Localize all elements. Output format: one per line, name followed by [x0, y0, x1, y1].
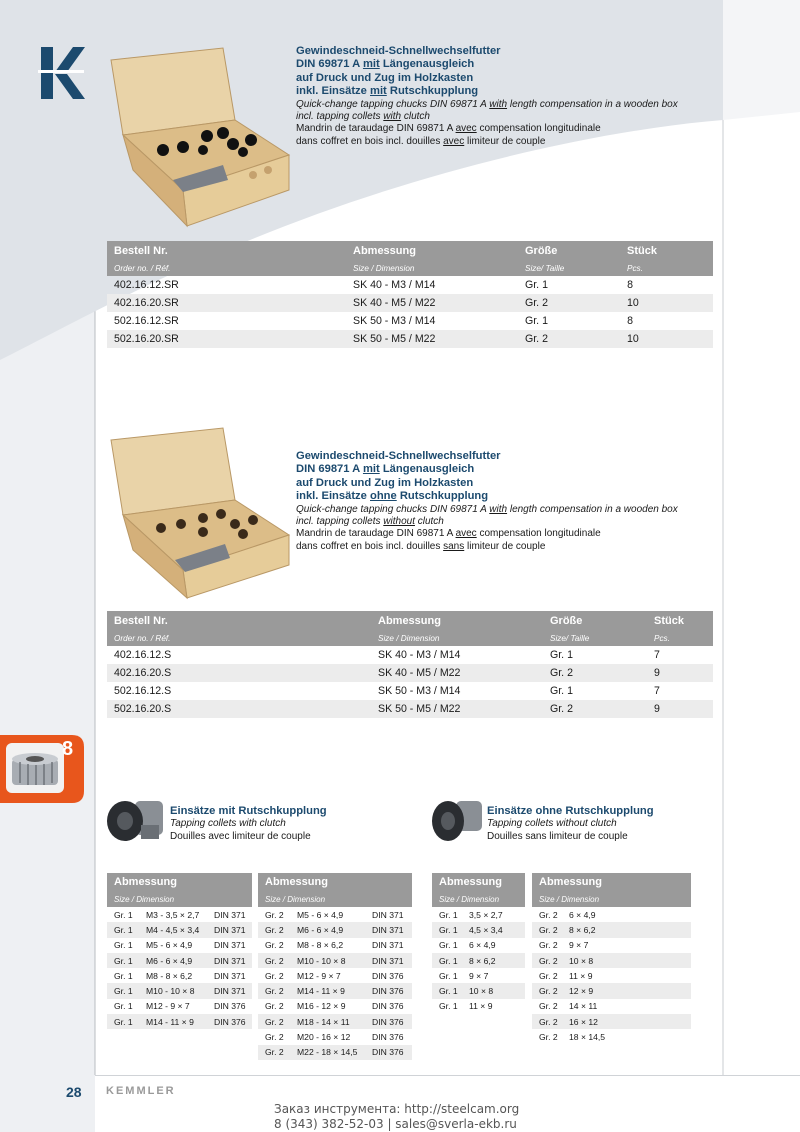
col-header: Abmessung — [258, 873, 412, 891]
col-header: Stück — [620, 241, 713, 260]
dimension: 8 × 6,2 — [462, 953, 525, 968]
table-row — [258, 1045, 412, 1060]
table-row — [107, 968, 252, 983]
col-header: Abmessung — [532, 873, 691, 891]
contact-line-2: 8 (343) 382-52-03 | sales@sverla-ekb.ru — [274, 1117, 517, 1131]
table-row — [258, 922, 412, 937]
table-row — [107, 1014, 252, 1029]
size-group: Gr. 2 — [265, 1001, 284, 1012]
dimension: M12 - 9 × 7 — [146, 1001, 190, 1012]
size-group: Gr. 1 — [432, 922, 462, 937]
table-row — [258, 907, 412, 922]
dimension: SK 40 - M5 / M22 — [346, 294, 518, 312]
dimension: M4 - 4,5 × 3,4 — [139, 922, 207, 937]
size-group: Gr. 1 — [114, 970, 133, 981]
standard: DIN 376 — [207, 1014, 252, 1029]
size-group: Gr. 2 — [539, 909, 558, 920]
collets-without-clutch-heading: Einsätze ohne Rutschkupplung Tapping collets without clutch Douilles sans limiteur de couple — [487, 805, 654, 842]
standard: DIN 376 — [365, 1014, 412, 1029]
collets-with-clutch-size1-table — [107, 873, 252, 1029]
size: Gr. 2 — [543, 700, 647, 718]
dimension: M8 - 8 × 6,2 — [146, 970, 193, 981]
english-description: Quick-change tapping chucks DIN 69871 A with length compensation in a wooden box incl. tapping collets with clutch — [296, 98, 678, 123]
standard: DIN 376 — [214, 1001, 246, 1012]
size-group: Gr. 1 — [107, 953, 139, 968]
size-group: Gr. 1 — [114, 940, 133, 951]
dimension: 12 × 9 — [562, 983, 691, 998]
table-row — [532, 938, 691, 953]
size-group: Gr. 2 — [532, 1014, 562, 1029]
size-group: Gr. 1 — [439, 1001, 458, 1012]
dimension: 16 × 12 — [562, 1014, 691, 1029]
dimension: M14 - 11 × 9 — [139, 1014, 207, 1029]
dimension: 11 × 9 — [569, 970, 593, 981]
footer-brand: KEMMLER — [106, 1085, 176, 1097]
order-table-with-clutch — [107, 241, 713, 348]
table-row — [107, 312, 713, 330]
product-title: Gewindeschneid-Schnellwechselfutter DIN 69871 A mit Längenausgleich auf Druck und Zug im Holzkasten inkl. Einsätze ohne Rutschkupplung — [296, 450, 501, 503]
table-row — [107, 700, 713, 718]
dimension: 6 × 4,9 — [569, 909, 596, 920]
table-row — [532, 922, 691, 937]
size-group: Gr. 2 — [265, 970, 284, 981]
dimension: M3 - 3,5 × 2,7 — [146, 909, 200, 920]
table-row — [532, 953, 691, 968]
dimension: 10 × 8 — [462, 983, 525, 998]
col-header: Größe — [543, 611, 647, 630]
dimension: M14 - 11 × 9 — [290, 983, 365, 998]
size-group: Gr. 1 — [432, 953, 462, 968]
table-row — [107, 682, 713, 700]
size-group: Gr. 2 — [265, 909, 284, 920]
size: Gr. 1 — [525, 279, 548, 291]
collets-with-clutch-heading: Einsätze mit Rutschkupplung Tapping collets with clutch Douilles avec limiteur de couple — [170, 805, 327, 842]
standard: DIN 376 — [365, 1045, 412, 1060]
size-group: Gr. 2 — [265, 1032, 284, 1043]
product-description-without-clutch — [296, 450, 716, 553]
size: Gr. 1 — [550, 685, 573, 697]
col-subheader: Size/ Taille — [543, 630, 647, 646]
pieces: 9 — [647, 664, 713, 682]
dimension: 8 × 6,2 — [562, 922, 691, 937]
dimension: 14 × 11 — [569, 1001, 598, 1012]
size-group: Gr. 2 — [539, 940, 558, 951]
size-group: Gr. 1 — [439, 970, 458, 981]
size-group: Gr. 1 — [439, 909, 458, 920]
standard: DIN 371 — [214, 909, 246, 920]
table-row — [258, 1014, 412, 1029]
size-group: Gr. 1 — [107, 1014, 139, 1029]
size-group: Gr. 2 — [532, 983, 562, 998]
size-group: Gr. 2 — [258, 922, 290, 937]
size: Gr. 1 — [550, 649, 573, 661]
dimension: 6 × 4,9 — [469, 940, 496, 951]
table-row — [107, 330, 713, 348]
collets-without-clutch-size1-table — [432, 873, 525, 1014]
table-row — [532, 907, 691, 922]
table-row — [532, 1029, 691, 1044]
standard: DIN 371 — [207, 953, 252, 968]
dimension: 10 × 8 — [562, 953, 691, 968]
dimension: M5 - 6 × 4,9 — [146, 940, 193, 951]
table-row — [107, 983, 252, 998]
size-group: Gr. 2 — [532, 953, 562, 968]
col-header: Bestell Nr. — [107, 241, 346, 260]
size-group: Gr. 2 — [258, 1014, 290, 1029]
size-group: Gr. 1 — [107, 922, 139, 937]
table-row — [432, 983, 525, 998]
pieces: 8 — [627, 279, 633, 291]
size-group: Gr. 2 — [258, 1045, 290, 1060]
wooden-box-without-clutch-image — [103, 420, 293, 600]
size-group: Gr. 2 — [539, 1001, 558, 1012]
pieces: 8 — [627, 315, 633, 327]
tapping-collet-without-clutch-image — [430, 795, 485, 847]
dimension: 9 × 7 — [569, 940, 589, 951]
page-number: 28 — [66, 1084, 82, 1100]
table-row — [107, 922, 252, 937]
french-description: Mandrin de taraudage DIN 69871 A avec compensation longitudinale dans coffret en bois incl. douilles avec limiteur de couple — [296, 123, 601, 147]
dimension: M18 - 14 × 11 — [290, 1014, 365, 1029]
table-row — [107, 907, 252, 922]
standard: DIN 371 — [365, 922, 412, 937]
collets-without-clutch-size2-table — [532, 873, 691, 1045]
table-row — [258, 968, 412, 983]
table-row — [532, 1014, 691, 1029]
dimension: 11 × 9 — [469, 1001, 493, 1012]
size-group: Gr. 2 — [539, 1032, 558, 1043]
col-subheader: Size / Dimension — [107, 891, 252, 907]
standard: DIN 376 — [372, 1001, 404, 1012]
dimension: SK 50 - M3 / M14 — [353, 315, 436, 327]
dimension: M5 - 6 × 4,9 — [297, 909, 344, 920]
dimension: M6 - 6 × 4,9 — [139, 953, 207, 968]
col-subheader: Pcs. — [647, 630, 713, 646]
col-header: Stück — [647, 611, 713, 630]
pieces: 10 — [620, 330, 713, 348]
standard: DIN 371 — [207, 983, 252, 998]
dimension: M20 - 16 × 12 — [297, 1032, 351, 1043]
table-row — [432, 953, 525, 968]
table-row — [532, 983, 691, 998]
table-row — [258, 983, 412, 998]
table-row — [432, 938, 525, 953]
size-group: Gr. 1 — [114, 1001, 133, 1012]
order-number: 402.16.20.S — [107, 664, 371, 682]
product-title: Gewindeschneid-Schnellwechselfutter DIN 69871 A mit Längenausgleich auf Druck und Zug im Holzkasten inkl. Einsätze mit Rutschkupplung — [296, 45, 501, 98]
collets-with-clutch-size2-table — [258, 873, 412, 1060]
col-subheader: Size / Dimension — [532, 891, 691, 907]
footer-divider — [95, 1075, 800, 1076]
col-subheader: Size / Dimension — [432, 891, 525, 907]
standard: DIN 371 — [372, 909, 404, 920]
col-header: Bestell Nr. — [107, 611, 371, 630]
tapping-collet-with-clutch-image — [105, 795, 165, 847]
standard: DIN 371 — [372, 940, 404, 951]
col-subheader: Size / Dimension — [346, 260, 518, 276]
size-group: Gr. 2 — [258, 953, 290, 968]
table-row — [432, 999, 525, 1014]
dimension: M8 - 8 × 6,2 — [297, 940, 344, 951]
table-row — [107, 294, 713, 312]
dimension: M10 - 10 × 8 — [139, 983, 207, 998]
table-row — [107, 646, 713, 664]
table-row — [532, 968, 691, 983]
wooden-box-with-clutch-image — [103, 40, 293, 230]
size-group: Gr. 1 — [107, 983, 139, 998]
size-group: Gr. 2 — [532, 922, 562, 937]
dimension: M16 - 12 × 9 — [297, 1001, 346, 1012]
dimension: M6 - 6 × 4,9 — [290, 922, 365, 937]
standard: DIN 376 — [365, 983, 412, 998]
size-group: Gr. 1 — [439, 940, 458, 951]
product-description-with-clutch — [296, 45, 716, 148]
table-row — [432, 968, 525, 983]
order-number: 502.16.12.SR — [114, 315, 179, 327]
table-row — [432, 907, 525, 922]
size-group: Gr. 2 — [258, 983, 290, 998]
col-subheader: Size/ Taille — [518, 260, 620, 276]
dimension: 18 × 14,5 — [569, 1032, 606, 1043]
col-subheader: Pcs. — [620, 260, 713, 276]
col-header: Größe — [518, 241, 620, 260]
size-group: Gr. 1 — [432, 983, 462, 998]
order-number: 402.16.12.S — [114, 649, 172, 661]
order-table-without-clutch — [107, 611, 713, 718]
table-row — [107, 664, 713, 682]
col-subheader: Order no. / Réf. — [107, 630, 371, 646]
table-row — [258, 953, 412, 968]
pieces: 9 — [647, 700, 713, 718]
size-group: Gr. 2 — [265, 940, 284, 951]
standard: DIN 371 — [214, 970, 246, 981]
dimension: 3,5 × 2,7 — [469, 909, 503, 920]
order-number: 502.16.20.SR — [107, 330, 346, 348]
dimension: SK 50 - M3 / M14 — [378, 685, 461, 697]
dimension: 4,5 × 3,4 — [462, 922, 525, 937]
english-description: Quick-change tapping chucks DIN 69871 A with length compensation in a wooden box incl. tapping collets without clutch — [296, 503, 678, 528]
dimension: M22 - 18 × 14,5 — [290, 1045, 365, 1060]
standard: DIN 376 — [372, 970, 404, 981]
standard: DIN 376 — [372, 1032, 404, 1043]
pieces: 7 — [654, 649, 660, 661]
standard: DIN 371 — [214, 940, 246, 951]
size: Gr. 1 — [525, 315, 548, 327]
size: Gr. 2 — [518, 330, 620, 348]
col-subheader: Size / Dimension — [258, 891, 412, 907]
table-row — [532, 999, 691, 1014]
col-subheader: Size / Dimension — [371, 630, 543, 646]
table-row — [432, 922, 525, 937]
col-header: Abmessung — [371, 611, 543, 630]
col-header: Abmessung — [346, 241, 518, 260]
size-group: Gr. 1 — [114, 909, 133, 920]
standard: DIN 371 — [207, 922, 252, 937]
standard: DIN 371 — [365, 953, 412, 968]
dimension: M12 - 9 × 7 — [297, 970, 341, 981]
size-group: Gr. 2 — [539, 970, 558, 981]
table-row — [258, 938, 412, 953]
table-row — [258, 1029, 412, 1044]
table-row — [258, 999, 412, 1014]
col-header: Abmessung — [432, 873, 525, 891]
pieces: 7 — [654, 685, 660, 697]
dimension: SK 50 - M5 / M22 — [346, 330, 518, 348]
table-row — [107, 938, 252, 953]
size: Gr. 2 — [518, 294, 620, 312]
dimension: SK 50 - M5 / M22 — [371, 700, 543, 718]
pieces: 10 — [620, 294, 713, 312]
table-row — [107, 276, 713, 294]
kemmler-logo — [38, 45, 86, 101]
dimension: SK 40 - M3 / M14 — [378, 649, 461, 661]
order-number: 402.16.20.SR — [107, 294, 346, 312]
col-subheader: Order no. / Réf. — [107, 260, 346, 276]
chapter-number: 8 — [62, 738, 74, 760]
table-row — [107, 999, 252, 1014]
order-number: 402.16.12.SR — [114, 279, 179, 291]
dimension: SK 40 - M5 / M22 — [371, 664, 543, 682]
french-description: Mandrin de taraudage DIN 69871 A avec compensation longitudinale dans coffret en bois incl. douilles sans limiteur de couple — [296, 528, 601, 552]
table-row — [107, 953, 252, 968]
size: Gr. 2 — [543, 664, 647, 682]
order-number: 502.16.12.S — [114, 685, 172, 697]
contact-line-1: Заказ инструмента: http://steelcam.org — [274, 1102, 520, 1116]
dimension: SK 40 - M3 / M14 — [353, 279, 436, 291]
order-number: 502.16.20.S — [107, 700, 371, 718]
col-header: Abmessung — [107, 873, 252, 891]
dimension: M10 - 10 × 8 — [290, 953, 365, 968]
dimension: 9 × 7 — [469, 970, 489, 981]
